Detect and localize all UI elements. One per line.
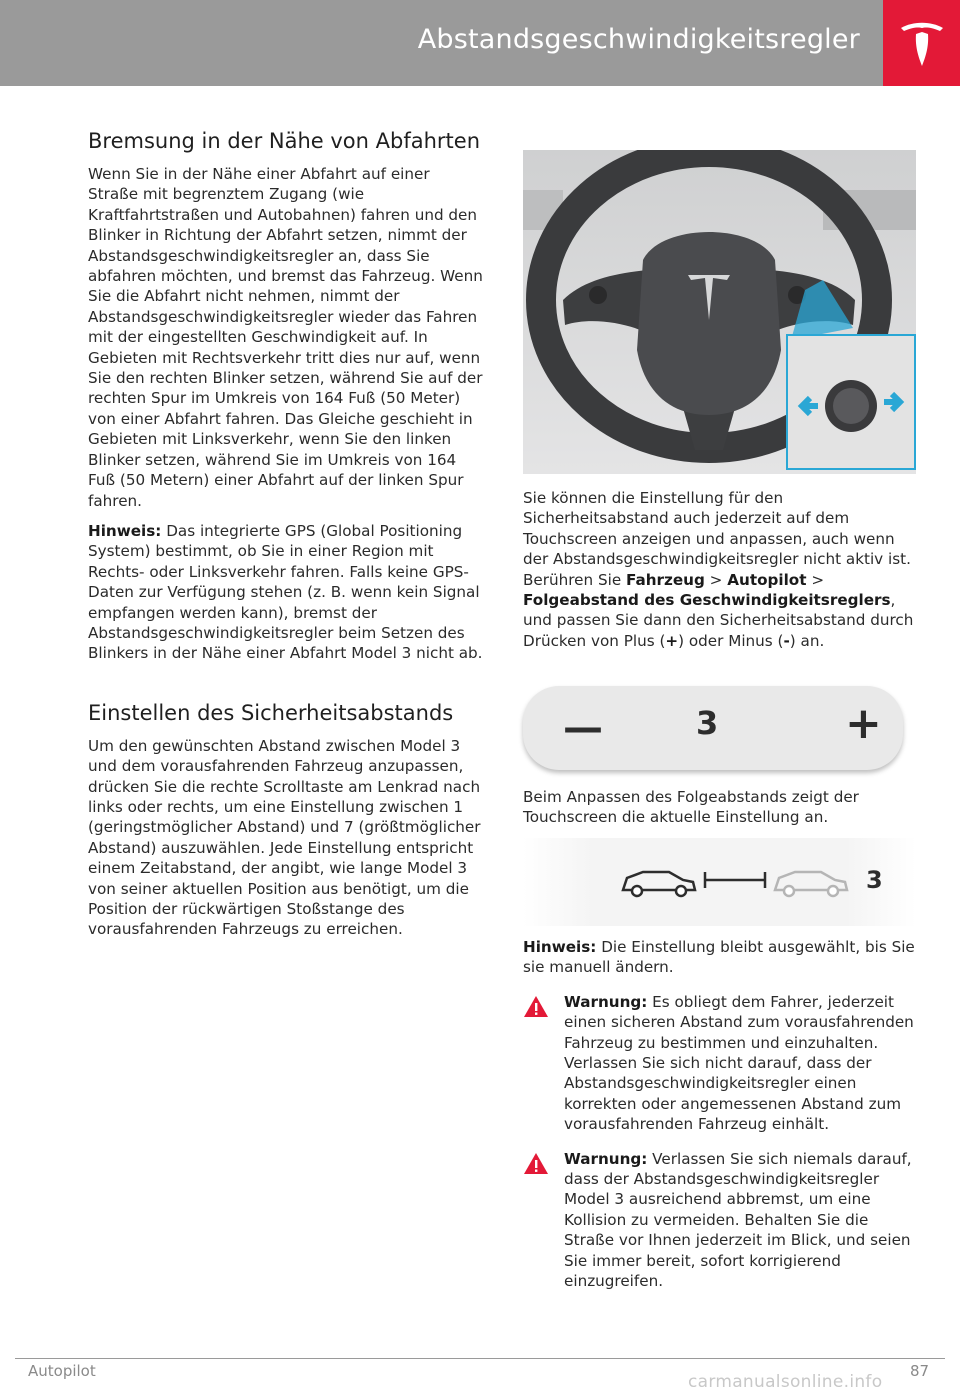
menu-sep-2: > bbox=[806, 570, 825, 589]
menu-following-distance: Folgeabstand des Geschwindigkeitsreglers bbox=[523, 591, 891, 610]
warning-text: Es obliegt dem Fahrer, jederzeit einen sicheren Abstand zum vorausfahrenden Fahrzeug zu bestimmen und einzuhalten. Verlassen Sie sich nicht darauf, dass der Abstandsgeschwindigkeitsregler einen korrekten oder angemessenen Abstand zum vorausfahrenden Fahrzeug einhält. bbox=[564, 992, 914, 1134]
plus-symbol: + bbox=[665, 631, 679, 650]
warning-triangle-icon bbox=[523, 1152, 549, 1175]
display-paragraph: Beim Anpassen des Folgeabstands zeigt der Touchscreen die aktuelle Einstellung an. bbox=[523, 788, 859, 827]
distance-value: 3 bbox=[866, 866, 883, 894]
warning-label: Warnung: bbox=[564, 1149, 648, 1168]
note-label: Hinweis: bbox=[523, 938, 597, 956]
braking-heading: Bremsung in der Nähe von Abfahrten bbox=[88, 129, 481, 153]
following-distance-stepper bbox=[523, 686, 903, 770]
minus-symbol: - bbox=[783, 631, 790, 650]
distance-line-icon bbox=[705, 872, 765, 888]
warning-triangle-icon bbox=[523, 995, 549, 1018]
display-caption bbox=[523, 787, 916, 838]
warning-text: Verlassen Sie sich niemals darauf, dass der Abstandsgeschwindigkeitsregler Model 3 ausreichend abbremst, um eine Kollision zu vermeiden. Behalten Sie die Straße vor Ihnen jederzeit im Blick, und seien Sie immer bereit, sofort korrigierend einzugreifen. bbox=[564, 1149, 912, 1291]
note-label: Hinweis: bbox=[88, 521, 162, 540]
touch-mid-2: ) oder Minus ( bbox=[678, 631, 784, 650]
logo-box bbox=[883, 0, 960, 86]
watermark: carmanualsonline.info bbox=[688, 1372, 883, 1392]
setting-note bbox=[523, 937, 916, 978]
page-header bbox=[0, 0, 960, 86]
footer-divider bbox=[15, 1358, 945, 1359]
right-column-notes bbox=[523, 937, 916, 1306]
setting-paragraph: Um den gewünschten Abstand zwischen Model 3 und dem vorausfahrenden Fahrzeug anzupassen, drücken Sie die rechte Scrolltaste am Lenkrad nach links oder rechts, um eine Einstellung zwischen 1 (geringstmöglicher Abstand) und 7 (größtmöglicher Abstand) auszuwählen. Jede Einstellung entspricht einem Zeitabstand, der angibt, wie lange Model 3 von seiner aktuellen Position aus benötigt, um die Position der rückwärtigen Stoßstange des vorausfahrenden Fahrzeugs zu erreichen. bbox=[88, 736, 481, 939]
lead-car-icon bbox=[775, 872, 847, 896]
right-column-intro bbox=[523, 488, 916, 661]
touch-intro: Sie können die Einstellung für den Sicherheitsabstand auch jederzeit auf dem Touchscreen anzeigen und anpassen, auch wenn der Abstandsgeschwindigkeitsregler nicht aktiv ist. Berühren Sie bbox=[523, 489, 911, 589]
note-text: Die Einstellung bleibt ausgewählt, bis Sie sie manuell ändern. bbox=[523, 938, 915, 977]
minus-button[interactable]: — bbox=[563, 705, 603, 751]
section-title: Abstandsgeschwindigkeitsregler bbox=[417, 24, 860, 55]
menu-vehicle: Fahrzeug bbox=[626, 570, 705, 589]
tesla-logo-icon bbox=[899, 18, 945, 68]
warning-1 bbox=[523, 992, 916, 1135]
scroll-wheel-illustration bbox=[788, 336, 914, 468]
touch-mid: , und passen Sie dann den Sicherheitsabstand durch Drücken von Plus ( bbox=[523, 591, 914, 650]
distance-illustration bbox=[523, 838, 853, 926]
stepper-value: 3 bbox=[696, 704, 719, 742]
setting-heading: Einstellen des Sicherheitsabstands bbox=[88, 700, 454, 725]
page-number: 87 bbox=[910, 1362, 930, 1380]
touchscreen-paragraph bbox=[523, 488, 916, 651]
note-text: Das integrierte GPS (Global Positioning System) bestimmt, ob Sie in einer Region mit Rechts- oder Linksverkehr fahren. Falls keine GPS-Daten zur Verfügung stehen (z. B. wenn kein Signal empfangen werden kann), bremst der Abstandsgeschwindigkeitsregler beim Setzen des Blinkers in der Nähe einer Abfahrt Model 3 nicht ab. bbox=[88, 521, 483, 663]
braking-paragraph: Wenn Sie in der Nähe einer Abfahrt auf einer Straße mit begrenztem Zugang (wie Kraftfahrtstraßen und Autobahnen) fahren und den Blinker in Richtung der Abfahrt setzen, nimmt der Abstandsgeschwindigkeitsregler an, dass Sie abfahren möchten, und bremst das Fahrzeug. Wenn Sie die Abfahrt nicht nehmen, nimmt der Abstandsgeschwindigkeitsregler wieder das Fahren mit der eingestellten Geschwindigkeit auf. In Gebieten mit Rechtsverkehr tritt dies nur auf, wenn Sie den rechten Blinker setzen, während Sie auf der rechten Spur im Umkreis von 164 Fuß (50 Meter) von einer Abfahrt fahren. Das Gleiche geschieht in Gebieten mit Linksverkehr, wenn Sie den linken Blinker setzen, während Sie im Umkreis von 164 Fuß (50 Metern) einer Abfahrt auf der linken Spur fahren. bbox=[88, 165, 483, 510]
following-distance-display bbox=[523, 838, 916, 926]
left-column bbox=[88, 128, 483, 950]
gps-note bbox=[88, 521, 483, 664]
plus-button[interactable]: + bbox=[845, 698, 882, 749]
own-car-icon bbox=[623, 872, 695, 896]
menu-autopilot: Autopilot bbox=[727, 570, 807, 589]
menu-sep-1: > bbox=[704, 570, 728, 589]
touch-end: ) an. bbox=[789, 631, 825, 650]
scroll-wheel-inset bbox=[786, 334, 916, 470]
footer-section: Autopilot bbox=[28, 1362, 96, 1380]
warning-label: Warnung: bbox=[564, 992, 648, 1011]
warning-2 bbox=[523, 1149, 916, 1292]
